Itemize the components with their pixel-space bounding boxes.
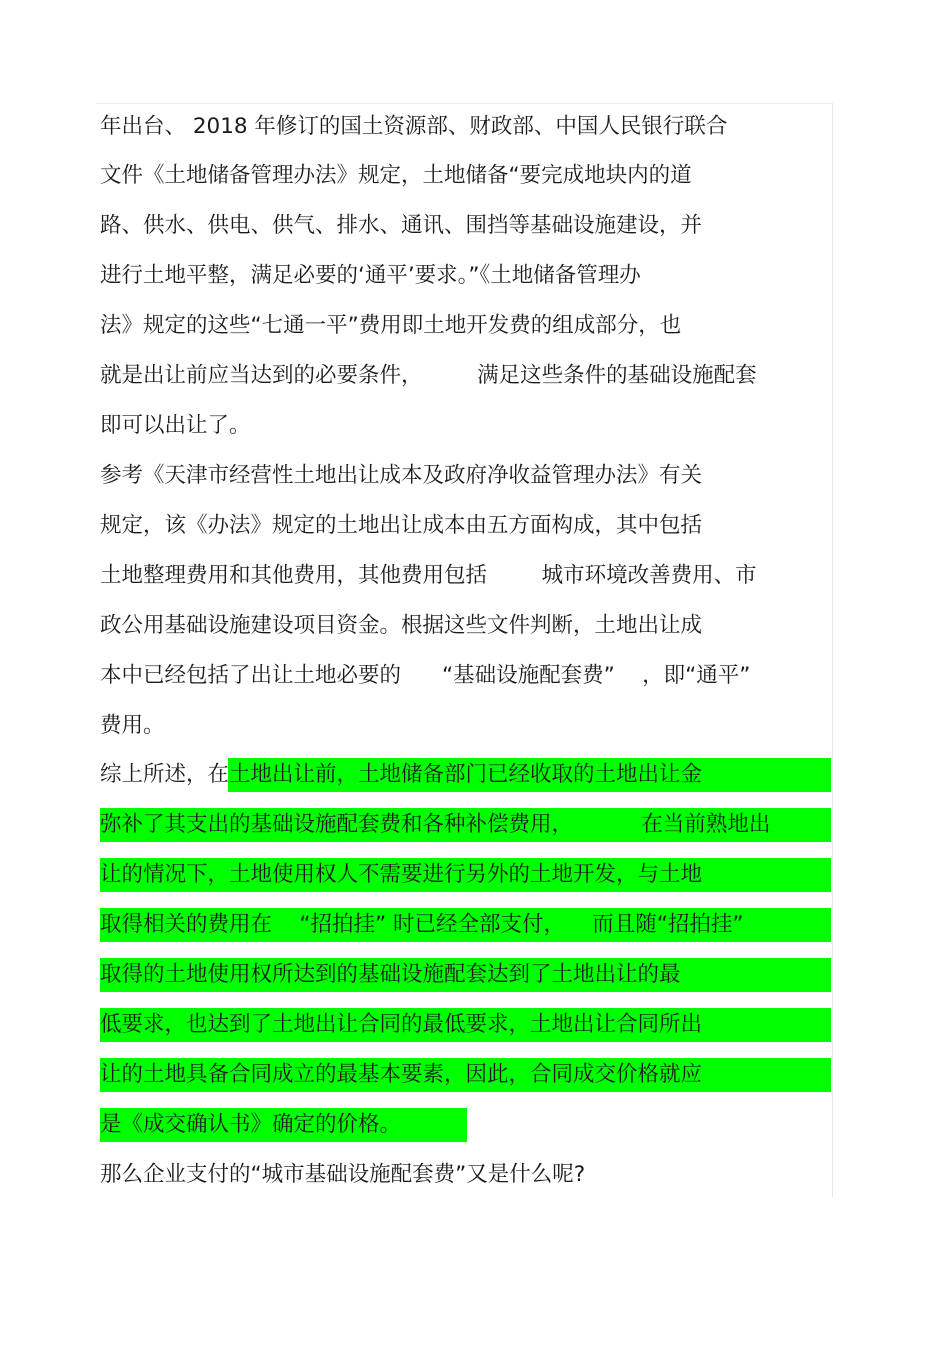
paragraph-line: 是《成交确认书》确定的价格。 <box>100 1112 402 1137</box>
paragraph-line: 那么企业支付的“城市基础设施配套费”又是什么呢? <box>100 1162 586 1187</box>
paragraph-line: 即可以出让了。 <box>100 413 251 438</box>
paragraph-line: 进行土地平整，满足必要的‘通平’要求。”《土地储备管理办 <box>100 263 641 288</box>
paragraph-line: 政公用基础设施建设项目资金。根据这些文件判断，土地出让成 <box>100 613 703 638</box>
paragraph-line: 让的土地具备合同成立的最基本要素，因此，合同成交价格就应 <box>100 1062 703 1087</box>
paragraph-line: 费用。 <box>100 713 165 738</box>
paragraph-line: 土地整理费用和其他费用，其他费用包括 城市环境改善费用、市 <box>100 563 757 588</box>
paragraph-line: 路、供水、供电、供气、排水、通讯、围挡等基础设施建设，并 <box>100 213 703 238</box>
paragraph-line: 本中已经包括了出让土地必要的 “基础设施配套费” ，即“通平” <box>100 663 751 688</box>
paragraph-line: 取得相关的费用在 “招拍挂” 时已经全部支付， 而且随“招拍挂” <box>100 912 744 937</box>
paragraph-line: 参考《天津市经营性土地出让成本及政府净收益管理办法》有关 <box>100 463 703 488</box>
paragraph-line: 综上所述，在土地出让前，土地储备部门已经收取的土地出让金 <box>100 762 703 787</box>
paragraph-line: 规定，该《办法》规定的土地出让成本由五方面构成，其中包括 <box>100 513 703 538</box>
paragraph-line: 低要求，也达到了土地出让合同的最低要求，土地出让合同所出 <box>100 1012 703 1037</box>
paragraph-line: 文件《土地储备管理办法》规定，土地储备“要完成地块内的道 <box>100 163 692 188</box>
paragraph-line: 法》规定的这些“七通一平”费用即土地开发费的组成部分，也 <box>100 313 682 338</box>
paragraph-line: 让的情况下，土地使用权人不需要进行另外的土地开发，与土地 <box>100 862 703 887</box>
paragraph-line: 弥补了其支出的基础设施配套费和各种补偿费用， 在当前熟地出 <box>100 812 771 837</box>
paragraph-line: 年出台、 2018 年修订的国土资源部、财政部、中国人民银行联合 <box>100 114 728 139</box>
paragraph-line: 就是出让前应当达到的必要条件， 满足这些条件的基础设施配套 <box>100 363 757 388</box>
paragraph-line: 取得的土地使用权所达到的基础设施配套达到了土地出让的最 <box>100 962 681 987</box>
